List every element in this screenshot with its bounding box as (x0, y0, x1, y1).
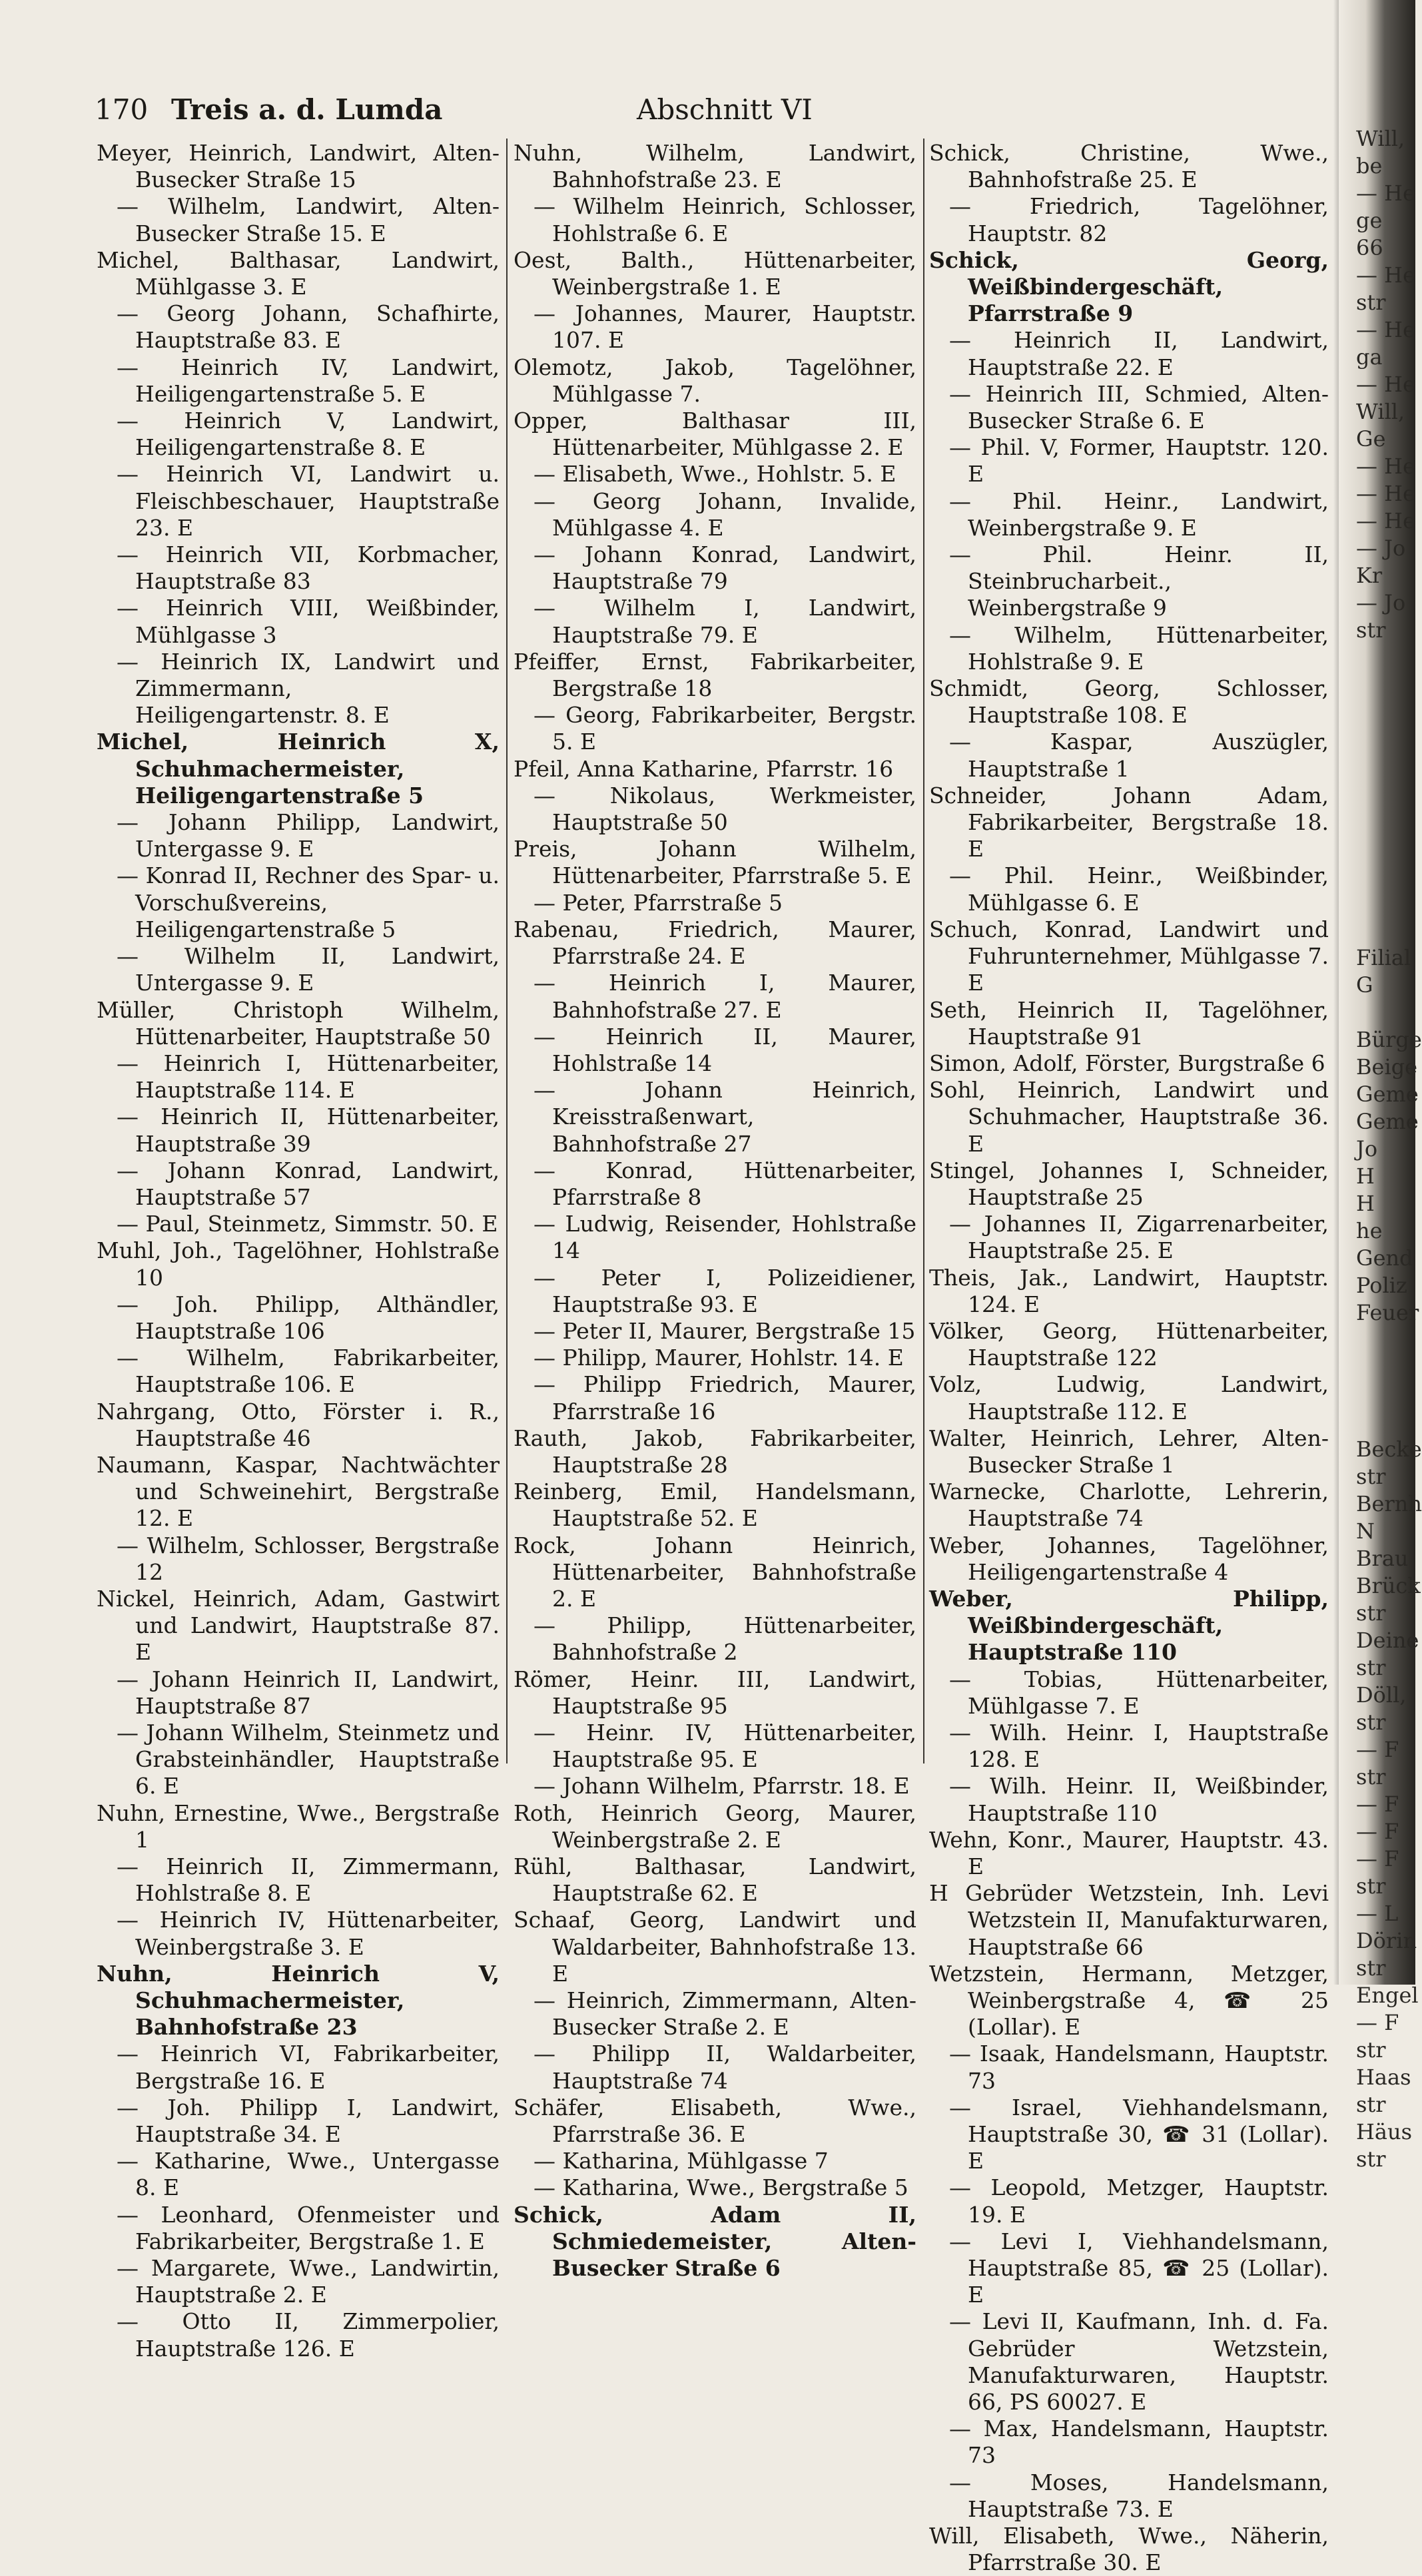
edge-fragment: str (1356, 2146, 1386, 2172)
edge-fragment: Kr (1356, 563, 1383, 588)
edge-fragment: str (1356, 1764, 1386, 1789)
edge-fragment: Engel (1356, 1983, 1419, 2008)
edge-fragment: Poliz (1356, 1273, 1407, 1298)
edge-fragment: G (1356, 972, 1373, 998)
edge-fragment: N (1356, 1518, 1375, 1544)
directory-entry: — Phil. Heinr. II, Steinbrucharbeit., Weinbergstraße 9 (949, 541, 1329, 621)
directory-entry: Warnecke, Charlotte, Lehrerin, Hauptstraße 74 (929, 1478, 1329, 1532)
edge-fragment: Deine (1356, 1628, 1419, 1653)
edge-fragment: H (1356, 1163, 1375, 1189)
directory-entry: — Georg, Fabrikarbeiter, Bergstr. 5. E (533, 702, 916, 755)
edge-fragment: str (1356, 290, 1386, 315)
edge-fragment: — He (1356, 262, 1416, 288)
directory-entry: — Phil. V, Former, Hauptstr. 120. E (949, 434, 1329, 487)
directory-entry: — Johannes, Maurer, Hauptstr. 107. E (533, 300, 916, 354)
directory-entry: — Moses, Handelsmann, Hauptstraße 73. E (949, 2469, 1329, 2522)
edge-fragment: Ge (1356, 426, 1386, 452)
edge-fragment (1356, 1327, 1416, 1354)
directory-entry: — Georg Johann, Invalide, Mühlgasse 4. E (533, 487, 916, 541)
edge-fragment: Jo (1356, 1136, 1378, 1161)
directory-entry: Pfeil, Anna Katharine, Pfarrstr. 16 (514, 755, 894, 782)
directory-entry: Schäfer, Elisabeth, Wwe., Pfarrstraße 36. E (514, 2094, 916, 2148)
section-heading: Abschnitt VI (637, 93, 813, 126)
directory-entry: Will, Elisabeth, Wwe., Näherin, Pfarrstraße 30. E (929, 2523, 1329, 2576)
edge-fragment: — He (1356, 372, 1416, 397)
directory-entry: — Heinrich II, Landwirt, Hauptstraße 22. E (949, 327, 1329, 380)
directory-entry: Michel, Balthasar, Landwirt, Mühlgasse 3. E (97, 246, 500, 300)
directory-entry: Rock, Johann Heinrich, Hüttenarbeiter, Bahnhofstraße 2. E (514, 1532, 916, 1612)
directory-entry: — Katharina, Wwe., Bergstraße 5 (533, 2174, 908, 2201)
directory-entry: — Heinrich I, Hüttenarbeiter, Hauptstraße 114. E (117, 1050, 500, 1104)
directory-entry: Weber, Johannes, Tagelöhner, Heiligengartenstraße 4 (929, 1532, 1329, 1585)
directory-entry: — Phil. Heinr., Landwirt, Weinbergstraße 9. E (949, 487, 1329, 541)
directory-entry: Schick, Adam II, Schmiedemeister, Alten-Busecker Straße 6 (514, 2201, 916, 2282)
directory-entry: — Nikolaus, Werkmeister, Hauptstraße 50 (533, 782, 916, 836)
directory-entry: — Georg Johann, Schafhirte, Hauptstraße 83. E (117, 300, 500, 354)
directory-entry: — Johann Heinrich, Kreisstraßenwart, Bahnhofstraße 27 (533, 1077, 916, 1157)
edge-fragment (1356, 808, 1416, 835)
directory-entry: — Max, Handelsmann, Hauptstr. 73 (949, 2415, 1329, 2469)
directory-entry: — Heinrich IV, Hüttenarbeiter, Weinbergstraße 3. E (117, 1907, 500, 1960)
edge-fragment: str (1356, 1710, 1386, 1735)
edge-fragment: str (1356, 1955, 1386, 1981)
edge-fragment: — F (1356, 2010, 1399, 2035)
directory-entry: Nuhn, Ernestine, Wwe., Bergstraße 1 (97, 1799, 500, 1853)
directory-entry: Volz, Ludwig, Landwirt, Hauptstraße 112. E (929, 1371, 1329, 1425)
column-divider (506, 139, 508, 1764)
directory-entry: — Philipp Friedrich, Maurer, Pfarrstraße 16 (533, 1371, 916, 1425)
edge-fragment: str (1356, 2092, 1386, 2117)
directory-entry: — Otto II, Zimmerpolier, Hauptstraße 126. E (117, 2308, 500, 2362)
column-divider (923, 139, 924, 1764)
directory-entry: — Elisabeth, Wwe., Hohlstr. 5. E (533, 461, 896, 487)
edge-fragment: — Jo (1356, 590, 1406, 615)
edge-fragment: ga (1356, 344, 1383, 370)
edge-fragment: Beige (1356, 1054, 1418, 1080)
edge-fragment: Dörin (1356, 1928, 1417, 1953)
edge-fragment: Will, (1356, 399, 1405, 424)
edge-fragment (1356, 1381, 1416, 1409)
edge-fragment: Haas (1356, 2065, 1411, 2090)
directory-entry: Schick, Georg, Weißbindergeschäft, Pfarrstraße 9 (929, 246, 1329, 327)
directory-entry: — Konrad, Hüttenarbeiter, Pfarrstraße 8 (533, 1157, 916, 1210)
directory-entry: — Heinrich II, Zimmermann, Hohlstraße 8. E (117, 1853, 500, 1907)
running-title: Treis a. d. Lumda (171, 93, 443, 126)
directory-entry: Muhl, Joh., Tagelöhner, Hohlstraße 10 (97, 1237, 500, 1291)
directory-entry: — Wilhelm, Fabrikarbeiter, Hauptstraße 106. E (117, 1345, 500, 1398)
directory-entry: — Israel, Viehhandelsmann, Hauptstraße 30, ☎ 31 (Lollar). E (949, 2094, 1329, 2174)
edge-fragment (1356, 726, 1416, 753)
edge-fragment (1356, 753, 1416, 781)
directory-entry: — Philipp, Maurer, Hohlstr. 14. E (533, 1345, 904, 1371)
directory-entry: Naumann, Kaspar, Nachtwächter und Schweinehirt, Bergstraße 12. E (97, 1451, 500, 1532)
edge-fragment: Döll, (1356, 1682, 1407, 1708)
directory-entry: Wehn, Konr., Maurer, Hauptstr. 43. E (929, 1826, 1329, 1879)
page-number: 170 (95, 93, 149, 126)
directory-entry: Roth, Heinrich Georg, Maurer, Weinbergstraße 2. E (514, 1799, 916, 1853)
directory-entry: — Wilhelm II, Landwirt, Untergasse 9. E (117, 943, 500, 996)
edge-fragment: — He (1356, 454, 1416, 479)
directory-entry: Oest, Balth., Hüttenarbeiter, Weinbergstraße 1. E (514, 246, 916, 300)
directory-entry: — Wilhelm, Landwirt, Alten-Busecker Straße 15. E (117, 193, 500, 246)
directory-entry: Weber, Philipp, Weißbindergeschäft, Hauptstraße 110 (929, 1585, 1329, 1666)
directory-entry: — Paul, Steinmetz, Simmstr. 50. E (117, 1211, 498, 1237)
edge-fragment: str (1356, 1600, 1386, 1626)
edge-fragment: str (1356, 1655, 1386, 1680)
edge-fragment: Gend (1356, 1245, 1413, 1271)
edge-fragment (1356, 999, 1416, 1026)
directory-entry: Nickel, Heinrich, Adam, Gastwirt und Landwirt, Hauptstraße 87. E (97, 1585, 500, 1666)
edge-fragment: str (1356, 2037, 1386, 2063)
directory-entry: Nuhn, Wilhelm, Landwirt, Bahnhofstraße 23. E (514, 140, 916, 193)
directory-entry: — Phil. Heinr., Weißbinder, Mühlgasse 6. E (949, 862, 1329, 916)
directory-entry: Völker, Georg, Hüttenarbeiter, Hauptstraße 122 (929, 1317, 1329, 1371)
directory-entry: — Konrad II, Rechner des Spar- u. Vorschußvereins, Heiligengartenstraße 5 (117, 862, 500, 942)
edge-fragment: Brück (1356, 1573, 1421, 1598)
directory-entry: — Heinrich IX, Landwirt und Zimmermann, Heiligengartenstr. 8. E (117, 648, 500, 729)
edge-fragment: Feuer (1356, 1300, 1419, 1325)
directory-entry: — Johann Konrad, Landwirt, Hauptstraße 57 (117, 1157, 500, 1210)
directory-entry: Nahrgang, Otto, Förster i. R., Hauptstraße 46 (97, 1398, 500, 1451)
directory-entry: — Heinrich VI, Fabrikarbeiter, Bergstraße 16. E (117, 2041, 500, 2094)
directory-column-2 (514, 140, 916, 2282)
directory-entry: — Wilhelm Heinrich, Schlosser, Hohlstraße 6. E (533, 193, 916, 246)
directory-column-1 (97, 140, 500, 2362)
edge-fragment: Geme (1356, 1082, 1419, 1107)
directory-entry: — Philipp, Hüttenarbeiter, Bahnhofstraße 2 (533, 1612, 916, 1666)
directory-entry: Rauth, Jakob, Fabrikarbeiter, Hauptstraße 28 (514, 1425, 916, 1478)
directory-entry: Walter, Heinrich, Lehrer, Alten-Busecker Straße 1 (929, 1425, 1329, 1478)
directory-entry: Schneider, Johann Adam, Fabrikarbeiter, Bergstraße 18. E (929, 782, 1329, 862)
directory-entry: — Leonhard, Ofenmeister und Fabrikarbeiter, Bergstraße 1. E (117, 2201, 500, 2254)
edge-fragment (1356, 699, 1416, 726)
directory-entry: Müller, Christoph Wilhelm, Hüttenarbeiter, Hauptstraße 50 (97, 996, 500, 1050)
directory-entry: Rabenau, Friedrich, Maurer, Pfarrstraße 24. E (514, 916, 916, 970)
directory-entry: Pfeiffer, Ernst, Fabrikarbeiter, Bergstraße 18 (514, 648, 916, 702)
directory-entry: Opper, Balthasar III, Hüttenarbeiter, Mühlgasse 2. E (514, 408, 916, 461)
directory-entry: — Heinrich II, Maurer, Hohlstraße 14 (533, 1023, 916, 1076)
edge-fragment: — F (1356, 1819, 1399, 1844)
directory-entry: Stingel, Johannes I, Schneider, Hauptstraße 25 (929, 1157, 1329, 1210)
directory-entry: — Katharine, Wwe., Untergasse 8. E (117, 2148, 500, 2201)
edge-fragment: Häus (1356, 2119, 1413, 2144)
directory-entry: — Katharina, Mühlgasse 7 (533, 2148, 829, 2174)
directory-entry: — Wilhelm, Schlosser, Bergstraße 12 (117, 1532, 500, 1585)
edge-fragment (1356, 890, 1416, 917)
page-header (95, 93, 1327, 131)
directory-entry: — Johann Konrad, Landwirt, Hauptstraße 79 (533, 541, 916, 595)
edge-fragment (1356, 1409, 1416, 1436)
directory-entry: — Heinrich VI, Landwirt u. Fleischbeschauer, Hauptstraße 23. E (117, 461, 500, 541)
directory-entry: Nuhn, Heinrich V, Schuhmachermeister, Bahnhofstraße 23 (97, 1960, 500, 2041)
directory-entry: — Levi II, Kaufmann, Inh. d. Fa. Gebrüder Wetzstein, Manufakturwaren, Hauptstr. 66, PS 60027. E (949, 2308, 1329, 2415)
edge-fragment: — F (1356, 1846, 1399, 1871)
edge-fragment: — L (1356, 1901, 1399, 1926)
directory-entry: — Heinr. IV, Hüttenarbeiter, Hauptstraße 95. E (533, 1719, 916, 1773)
edge-fragment: — He (1356, 317, 1416, 342)
edge-fragment: be (1356, 153, 1383, 178)
edge-fragment (1356, 781, 1416, 808)
edge-fragment: str (1356, 617, 1386, 643)
edge-fragment: — He (1356, 180, 1416, 206)
directory-entry: Seth, Heinrich II, Tagelöhner, Hauptstraße 91 (929, 996, 1329, 1050)
directory-entry: — Leopold, Metzger, Hauptstr. 19. E (949, 2174, 1329, 2228)
directory-entry: Wetzstein, Hermann, Metzger, Weinbergstraße 4, ☎ 25 (Lollar). E (929, 1960, 1329, 2041)
edge-fragment: Bürge (1356, 1027, 1422, 1052)
edge-fragment: Becke (1356, 1437, 1422, 1462)
directory-entry: Römer, Heinr. III, Landwirt, Hauptstraße 95 (514, 1666, 916, 1719)
edge-fragment: — He (1356, 481, 1416, 506)
edge-fragment: he (1356, 1218, 1383, 1243)
edge-fragment: Will, (1356, 126, 1405, 151)
edge-fragment (1356, 671, 1416, 699)
directory-entry: Theis, Jak., Landwirt, Hauptstr. 124. E (929, 1264, 1329, 1317)
directory-entry: Michel, Heinrich X, Schuhmachermeister, Heiligengartenstraße 5 (97, 729, 500, 808)
directory-entry: — Heinrich II, Hüttenarbeiter, Hauptstraße 39 (117, 1104, 500, 1157)
directory-entry: — Ludwig, Reisender, Hohlstraße 14 (533, 1211, 916, 1264)
directory-entry: — Wilh. Heinr. II, Weißbinder, Hauptstraße 110 (949, 1773, 1329, 1826)
directory-entry: Schuch, Konrad, Landwirt und Fuhrunternehmer, Mühlgasse 7. E (929, 916, 1329, 996)
directory-entry: Schmidt, Georg, Schlosser, Hauptstraße 108. E (929, 675, 1329, 729)
directory-entry: Schick, Christine, Wwe., Bahnhofstraße 25. E (929, 140, 1329, 193)
directory-entry: — Isaak, Handelsmann, Hauptstr. 73 (949, 2041, 1329, 2094)
edge-fragment: — F (1356, 1737, 1399, 1762)
edge-fragment (1356, 862, 1416, 890)
edge-fragment (1356, 835, 1416, 862)
directory-entry: — Heinrich III, Schmied, Alten-Busecker Straße 6. E (949, 380, 1329, 434)
directory-entry: — Heinrich, Zimmermann, Alten-Busecker Straße 2. E (533, 1987, 916, 2041)
edge-fragment: Bernh (1356, 1491, 1422, 1516)
directory-entry: — Philipp II, Waldarbeiter, Hauptstraße 74 (533, 2041, 916, 2094)
directory-entry: — Joh. Philipp, Althändler, Hauptstraße 106 (117, 1291, 500, 1344)
directory-entry: — Johann Wilhelm, Steinmetz und Grabsteinhändler, Hauptstraße 6. E (117, 1719, 500, 1799)
directory-column-3 (929, 140, 1329, 2576)
directory-entry: — Heinrich IV, Landwirt, Heiligengartenstraße 5. E (117, 354, 500, 407)
directory-entry: Rühl, Balthasar, Landwirt, Hauptstraße 62. E (514, 1853, 916, 1907)
directory-entry: Reinberg, Emil, Handelsmann, Hauptstraße 52. E (514, 1478, 916, 1532)
directory-entry: Sohl, Heinrich, Landwirt und Schuhmacher, Hauptstraße 36. E (929, 1077, 1329, 1157)
directory-entry: — Tobias, Hüttenarbeiter, Mühlgasse 7. E (949, 1666, 1329, 1719)
directory-entry: — Peter I, Polizeidiener, Hauptstraße 93. E (533, 1264, 916, 1317)
directory-entry: — Heinrich V, Landwirt, Heiligengartenstraße 8. E (117, 408, 500, 461)
directory-entry: Simon, Adolf, Förster, Burgstraße 6 (929, 1050, 1325, 1076)
directory-entry: H Gebrüder Wetzstein, Inh. Levi Wetzstein II, Manufakturwaren, Hauptstraße 66 (929, 1880, 1329, 1960)
directory-entry: — Kaspar, Auszügler, Hauptstraße 1 (949, 729, 1329, 782)
directory-entry: — Heinrich I, Maurer, Bahnhofstraße 27. E (533, 970, 916, 1023)
directory-entry: Meyer, Heinrich, Landwirt, Alten-Busecker Straße 15 (97, 140, 500, 193)
edge-fragment: — F (1356, 1791, 1399, 1817)
directory-entry: — Joh. Philipp I, Landwirt, Hauptstraße 34. E (117, 2094, 500, 2148)
directory-entry: — Margarete, Wwe., Landwirtin, Hauptstraße 2. E (117, 2255, 500, 2308)
edge-fragment: Brau (1356, 1546, 1409, 1571)
edge-fragment: — He (1356, 508, 1416, 533)
directory-entry: — Heinrich VII, Korbmacher, Hauptstraße 83 (117, 541, 500, 595)
directory-entry: — Johann Wilhelm, Pfarrstr. 18. E (533, 1773, 910, 1799)
directory-entry: — Wilhelm, Hüttenarbeiter, Hohlstraße 9. E (949, 621, 1329, 675)
directory-entry: — Johann Philipp, Landwirt, Untergasse 9. E (117, 809, 500, 862)
edge-fragment: — Jo (1356, 535, 1406, 561)
directory-entry: — Levi I, Viehhandelsmann, Hauptstraße 85, ☎ 25 (Lollar). E (949, 2228, 1329, 2308)
edge-fragment: str (1356, 1464, 1386, 1489)
edge-fragment: str (1356, 1873, 1386, 1899)
next-page-edge-text (1356, 125, 1422, 2173)
edge-fragment (1356, 644, 1416, 671)
edge-fragment: H (1356, 1191, 1375, 1216)
directory-entry: — Peter, Pfarrstraße 5 (533, 889, 783, 916)
edge-fragment: Geme (1356, 1109, 1419, 1134)
edge-fragment (1356, 1354, 1416, 1381)
directory-entry: — Johannes II, Zigarrenarbeiter, Hauptstraße 25. E (949, 1211, 1329, 1264)
edge-fragment: 66 (1356, 235, 1383, 260)
directory-entry: — Johann Heinrich II, Landwirt, Hauptstraße 87 (117, 1666, 500, 1719)
directory-entry: — Heinrich VIII, Weißbinder, Mühlgasse 3 (117, 595, 500, 648)
directory-entry: Preis, Johann Wilhelm, Hüttenarbeiter, Pfarrstraße 5. E (514, 836, 916, 889)
directory-entry: — Wilhelm I, Landwirt, Hauptstraße 79. E (533, 595, 916, 648)
directory-entry: — Wilh. Heinr. I, Hauptstraße 128. E (949, 1719, 1329, 1773)
edge-fragment: ge (1356, 208, 1383, 233)
directory-entry: Schaaf, Georg, Landwirt und Waldarbeiter, Bahnhofstraße 13. E (514, 1907, 916, 1987)
directory-entry: Olemotz, Jakob, Tagelöhner, Mühlgasse 7. (514, 354, 916, 407)
directory-entry: — Friedrich, Tagelöhner, Hauptstr. 82 (949, 193, 1329, 246)
edge-fragment (1356, 917, 1416, 944)
edge-fragment: Filial (1356, 945, 1411, 970)
directory-entry: — Peter II, Maurer, Bergstraße 15 (533, 1317, 916, 1344)
